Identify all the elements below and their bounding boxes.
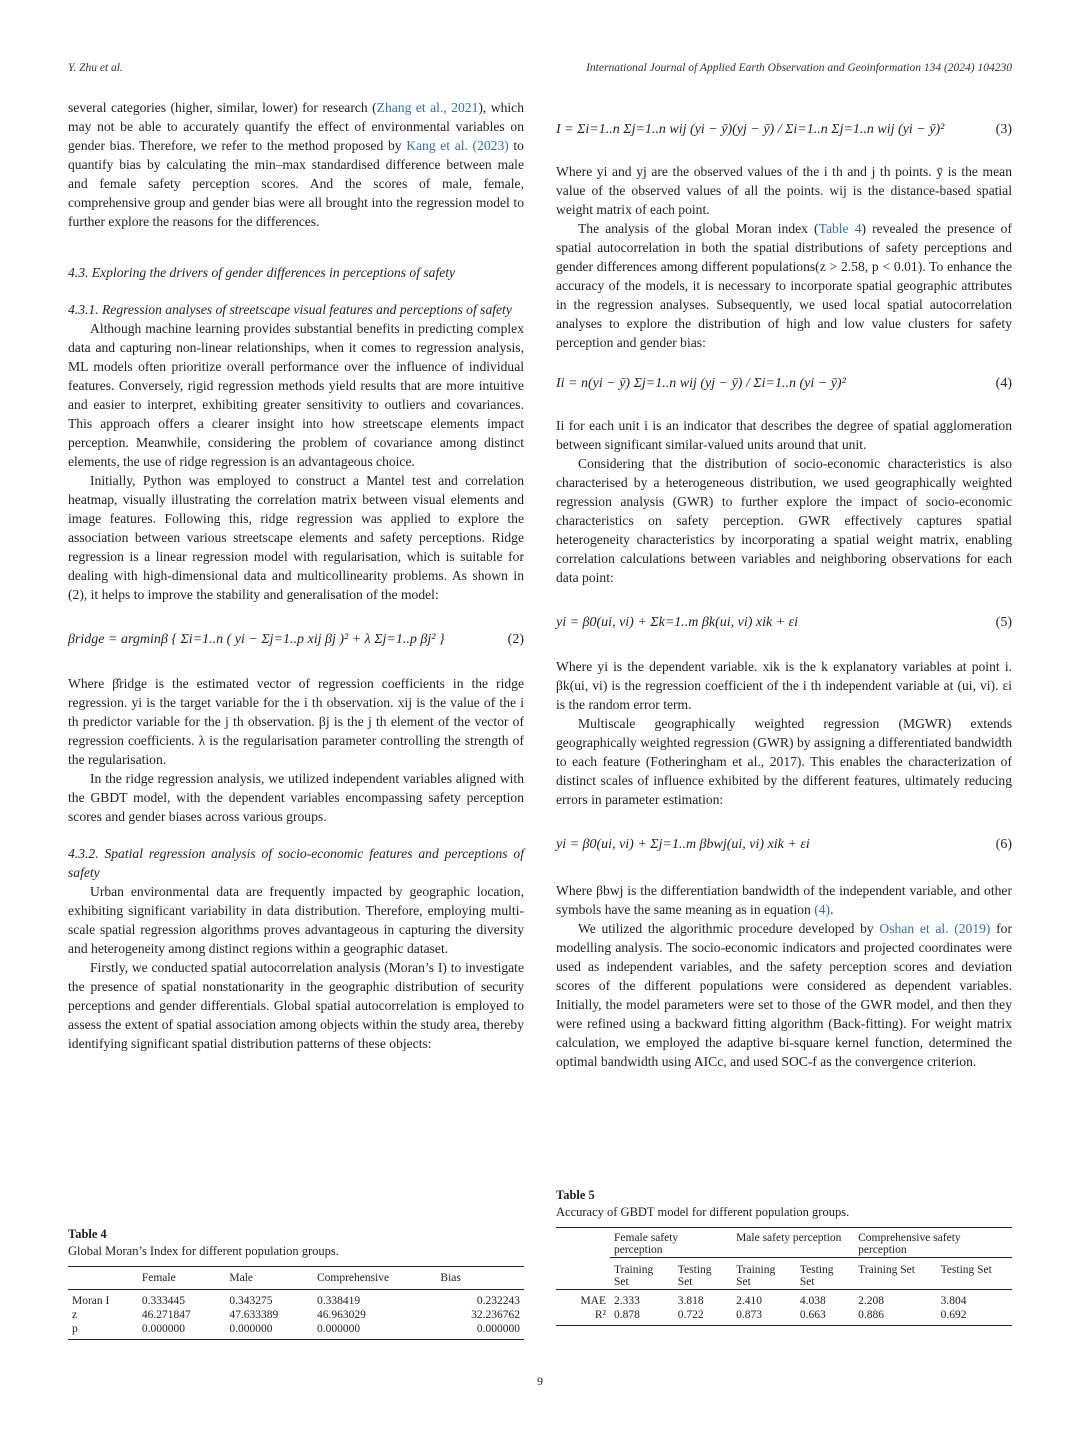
paragraph: We utilized the algorithmic procedure developed by Oshan et al. (2019) for modelling analysis. The socio-economic indicators and projected coordinates were used as independent variables, and the safety perception scores and deviation scores of the different populations were considered as dependent variables. Initially, the model parameters were set to those of the GWR model, and then they were refined using a backward fitting algorithm (Back-fitting). For weight matrix calculation, we employed the adaptive bi-square kernel function, determined the optimal bandwidth using AICc, and used SOC-f as the convergence criterion. <box>556 921 1012 1069</box>
paragraph: Initially, Python was employed to construct a Mantel test and correlation heatmap, visually illustrating the correlation matrix between visual elements and image features. Following this, ridge regression was applied to explore the association between various streetscape elements and safety perceptions. Ridge regression is a linear regression model with regularisation, which is suitable for dealing with high-dimensional data and multicollinearity problems. As shown in (2), it helps to improve the stability and generalisation of the model: <box>68 473 524 602</box>
table-header-cell: Bias <box>440 1272 461 1284</box>
table-header-cell: Male <box>229 1272 254 1284</box>
equation-2: βridge = argminβ { Σi=1..n ( yi − Σj=1..p xij βj )² + λ Σj=1..p βj² } (2) <box>68 632 524 647</box>
table-cell: 0.722 <box>677 1309 704 1321</box>
equation-4: Ii = n(yi − ȳ) Σj=1..n wij (yj − ȳ) / Σi=1..n (yi − ȳ)² (4) <box>556 376 1012 391</box>
table-group-header: Female safety perception <box>614 1232 679 1256</box>
table-cell: 0.343275 <box>229 1295 273 1307</box>
paragraph: Where yi and yj are the observed values of the i th and j th points. ȳ is the mean value of the observed values of all the points. wij is the distance-based spatial weight matrix of each point. <box>556 164 1012 217</box>
table-header-cell: Training Set <box>854 1258 936 1290</box>
paragraph: Where yi is the dependent variable. xik is the k explanatory variables at point i. βk(ui, vi) is the regression coefficient of the i th independent variable at (ui, vi). εi is the random error term. <box>556 659 1012 712</box>
subsection-heading: 4.3.2. Spatial regression analysis of socio-economic features and perceptions of safety <box>68 846 524 880</box>
table-cell: 0.873 <box>736 1309 762 1321</box>
running-header-journal: International Journal of Applied Earth Observation and Geoinformation 134 (2024) 104230 <box>586 62 1012 74</box>
table-cell: z <box>72 1309 78 1321</box>
table-cell: 46.963029 <box>316 1309 366 1321</box>
table-header-cell: Comprehensive <box>316 1272 390 1284</box>
table-cell: 0.000000 <box>316 1323 361 1335</box>
table-group-header: Male safety perception <box>736 1232 842 1244</box>
table-cell: 0.338419 <box>316 1295 361 1307</box>
equation-3: I = Σi=1..n Σj=1..n wij (yi − ȳ)(yj − ȳ) / Σi=1..n Σj=1..n wij (yi − ȳ)² (3) <box>556 122 1012 137</box>
table-header-cell: Training Set <box>610 1258 674 1290</box>
table-cell: 0.878 <box>614 1309 640 1321</box>
right-column <box>556 98 1012 1071</box>
table-cell: 0.692 <box>940 1309 967 1321</box>
table-cell: p <box>72 1323 78 1335</box>
table-cell: 32.236762 <box>471 1309 520 1321</box>
paragraph: several categories (higher, similar, lower) for research (Zhang et al., 2021), which may not be able to accurately quantify the effect of environmental variables on gender bias. Therefore, we refer to the method proposed by Kang et al. (2023) to quantify bias by calculating the min–max standardised difference between male and female safety perception scores. And the scores of male, female, comprehensive group and gender bias were all brought into the regression model to further explore the reasons for the differences. <box>68 100 524 229</box>
paragraph: Although machine learning provides substantial benefits in predicting complex data and capturing non-linear relationships, when it comes to regression analysis, ML models often prioritize overall performance over the influence of individual features. Conversely, rigid regression methods yield results that are more intuitive and easier to interpret, exhibiting greater sensitivity to outliers and covariances. This approach offers a clearer insight into how streetscape elements impact perception. Meanwhile, considering the problem of covariance among distinct elements, the use of ridge regression is an advantageous choice. <box>68 321 524 469</box>
table-cell: 0.232243 <box>476 1295 520 1307</box>
table-5 <box>556 1187 1012 1326</box>
table-cell: MAE <box>580 1295 606 1307</box>
table-header-cell: Female <box>141 1272 176 1284</box>
table-cell: 0.000000 <box>229 1323 273 1335</box>
paragraph: Where β̂ridge is the estimated vector of regression coefficients in the ridge regression. yi is the target variable for the i th observation. xij is the value of the i th predictor variable for the j th observation. βj is the j th element of the vector of regression coefficients. λ is the regularisation parameter controlling the strength of the regularisation. <box>68 676 524 767</box>
equation-5: yi = β0(ui, vi) + Σk=1..m βk(ui, vi) xik + εi (5) <box>556 615 1012 630</box>
page-number: 9 <box>537 1374 543 1388</box>
table-header-cell: Testing Set <box>674 1258 732 1290</box>
table-cell: 2.333 <box>614 1295 640 1307</box>
table-cell: 0.000000 <box>476 1323 520 1335</box>
table-row <box>68 1308 524 1322</box>
table-cell: 0.000000 <box>141 1323 185 1335</box>
citation-link[interactable]: Zhang et al., 2021 <box>376 100 479 115</box>
table-row <box>556 1290 1012 1309</box>
paragraph: Considering that the distribution of socio-economic characteristics is also characterised by a heterogeneous distribution, we used geographically weighted regression analysis (GWR) to further explore the impact of socio-economic characteristics on safety perception. GWR effectively captures spatial heterogeneity characteristics by incorporating a spatial weight matrix, enabling correlation calculations between variables and neighboring observations for each data point: <box>556 456 1012 585</box>
subsection-heading: 4.3.1. Regression analyses of streetscape visual features and perceptions of safety <box>68 302 512 317</box>
paragraph: In the ridge regression analysis, we utilized independent variables aligned with the GBDT model, with the dependent variables encompassing safety perception scores and gender biases across various groups. <box>68 771 524 824</box>
table-cell: 0.333445 <box>141 1295 185 1307</box>
table-row <box>68 1290 524 1309</box>
table-4 <box>68 1226 524 1340</box>
paragraph: Urban environmental data are frequently impacted by geographic location, exhibiting significant variability in data distribution. Therefore, employing multi-scale spatial regression algorithms proves advantageous in capturing the diversity and heterogeneity among distinct regions within a geographic dataset. <box>68 884 524 956</box>
left-column <box>68 98 524 1053</box>
table-caption: Global Moran’s Index for different population groups. <box>68 1244 339 1258</box>
table-row <box>68 1322 524 1340</box>
table-header-cell: Testing Set <box>796 1258 854 1290</box>
table-cell: Moran I <box>72 1295 110 1307</box>
table-label: Table 5 <box>556 1188 595 1202</box>
running-header-authors: Y. Zhu et al. <box>68 62 123 74</box>
table-header-cell: Training Set <box>732 1258 796 1290</box>
paragraph: Ii for each unit i is an indicator that describes the degree of spatial agglomeration between significant similar-valued units around that unit. <box>556 418 1012 452</box>
table-cell: 3.804 <box>940 1295 967 1307</box>
table-cell: 0.886 <box>858 1309 884 1321</box>
table-row <box>556 1308 1012 1326</box>
paragraph: Firstly, we conducted spatial autocorrelation analysis (Moran’s I) to investigate the presence of spatial nonstationarity in the geographic distribution of security perceptions and gender differentials. Global spatial autocorrelation is employed to assess the extent of spatial association among objects within the study area, thereby identifying significant spatial distribution patterns of these objects: <box>68 960 524 1051</box>
table-label: Table 4 <box>68 1227 107 1241</box>
table-cell: 3.818 <box>677 1295 704 1307</box>
citation-link[interactable]: Oshan et al. (2019) <box>879 921 991 936</box>
paragraph: The analysis of the global Moran index (Table 4) revealed the presence of spatial autocorrelation in both the spatial distributions of safety perceptions and gender differences among different populations(z > 2.58, p < 0.01). To enhance the accuracy of the models, it is necessary to incorporate spatial geographic attributes in the regression analyses. Subsequently, we used local spatial autocorrelation analyses to explore the distribution of high and low value clusters for safety perception and gender bias: <box>556 221 1012 350</box>
table-cell: 46.271847 <box>141 1309 191 1321</box>
citation-link[interactable]: Kang et al. (2023) <box>406 138 509 153</box>
equation-6: yi = β0(ui, vi) + Σj=1..m βbwj(ui, vi) xik + εi (6) <box>556 837 1012 852</box>
table-caption: Accuracy of GBDT model for different population groups. <box>556 1205 850 1219</box>
table-header-cell <box>68 1267 138 1290</box>
table-cell: 2.208 <box>858 1295 884 1307</box>
table-header-cell: Testing Set <box>937 1258 1012 1290</box>
table-cell: 0.663 <box>799 1309 826 1321</box>
table-cell: 4.038 <box>799 1295 826 1307</box>
equation-link[interactable]: (4) <box>814 902 831 917</box>
section-heading: 4.3. Exploring the drivers of gender differences in perceptions of safety <box>68 265 456 280</box>
table-group-header: Comprehensive safety perception <box>858 1232 961 1256</box>
paragraph: Where βbwj is the differentiation bandwidth of the independent variable, and other symbols have the same meaning as in equation (4). <box>556 883 1012 917</box>
table-cell: 2.410 <box>736 1295 762 1307</box>
table-cell: R² <box>594 1309 606 1321</box>
table-cell: 47.633389 <box>229 1309 279 1321</box>
table-link[interactable]: Table 4 <box>818 221 862 236</box>
paragraph: Multiscale geographically weighted regression (MGWR) extends geographically weighted regression (GWR) by assigning a differentiated bandwidth to each feature (Fotheringham et al., 2017). This enables the characterization of distinct scales of influence exhibited by the different features, ultimately reducing errors in parameter estimation: <box>556 716 1012 807</box>
